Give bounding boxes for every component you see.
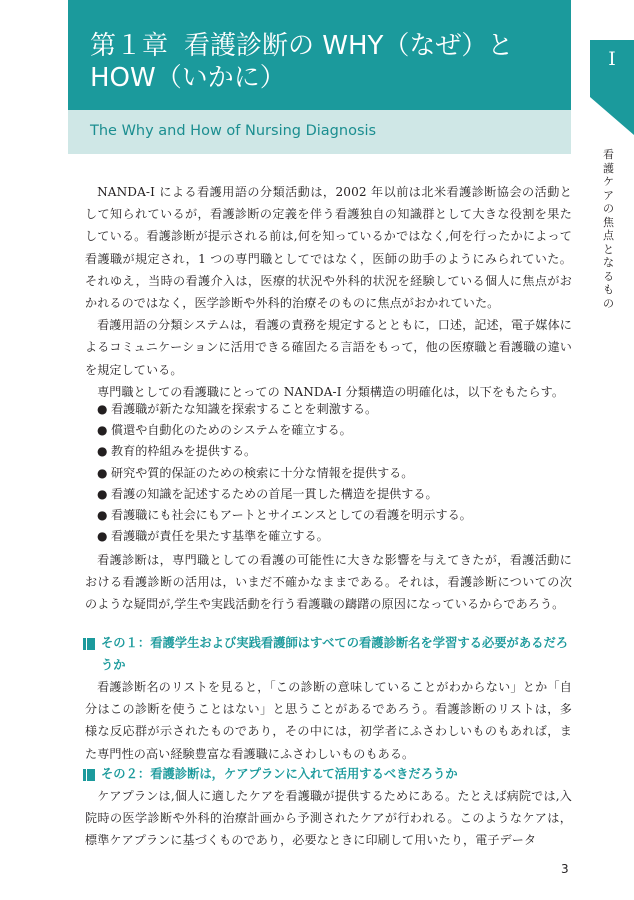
list-item-text: 看護職が責任を果たす基準を確立する。 bbox=[111, 529, 329, 544]
side-tab-corner bbox=[590, 97, 634, 135]
section-1-heading-line2: うか bbox=[101, 658, 126, 672]
list-item-text: 看護職が新たな知識を探索することを刺激する。 bbox=[111, 402, 378, 416]
part-title-vertical: 看護ケアの焦点となるもの bbox=[603, 148, 614, 310]
subtitle-band bbox=[68, 110, 571, 154]
chapter-title bbox=[90, 30, 513, 94]
list-item bbox=[97, 463, 572, 484]
part-number: I bbox=[608, 48, 616, 70]
bullet-icon: ● bbox=[97, 529, 108, 544]
list-item bbox=[97, 484, 572, 505]
chapter-header bbox=[68, 0, 571, 110]
page-number: 3 bbox=[561, 862, 569, 876]
chapter-subtitle: The Why and How of Nursing Diagnosis bbox=[90, 123, 377, 139]
bullet-icon: ● bbox=[97, 444, 108, 459]
list-item bbox=[97, 441, 572, 462]
section-1-heading-line1: その１：看護学生および実践看護師はすべての看護診断名を学習する必要があるだろ bbox=[101, 636, 569, 650]
section-2-heading bbox=[85, 763, 572, 785]
section-2-heading-text: その２：看護診断は，ケアプランに入れて活用するべきだろうか bbox=[101, 767, 458, 781]
list-item bbox=[97, 399, 572, 420]
intro-closing-section bbox=[85, 549, 572, 616]
side-tab bbox=[590, 40, 634, 97]
bullet-icon: ● bbox=[97, 423, 108, 438]
intro-section bbox=[85, 181, 572, 403]
benefits-list bbox=[85, 399, 572, 547]
list-item bbox=[97, 505, 572, 526]
chapter-number: 第１章 bbox=[90, 31, 169, 61]
section-1-heading bbox=[85, 632, 572, 676]
heading-square-icon bbox=[83, 638, 95, 650]
list-item-text: 看護職にも社会にもアートとサイエンスとしての看護を明示する。 bbox=[111, 508, 472, 523]
section-1 bbox=[85, 632, 572, 765]
intro-paragraph-2: 看護用語の分類システムは，看護の責務を規定するとともに，口述，記述，電子媒体によるコミュニケーションに活用できる確固たる言語をもって，他の医療職と看護職の違いを規定している。 bbox=[85, 318, 572, 377]
section-2 bbox=[85, 763, 572, 852]
chapter-title-line2: HOW（いかに） bbox=[90, 63, 286, 93]
intro-paragraph-1: NANDA-I による看護用語の分類活動は，2002 年以前は北米看護診断協会の活動として知られているが，看護診断の定義を伴う看護独自の知識群として大きな役割を果たしている。看護診断が提示される前は,何を知っているかではなく,何を行ったかによって看護職が規定され，1 つの専門職としてではなく，医師の助手のようにみられていた。それゆえ，当時の看護介入は，医療的状況や外科的状況を経験している個人に焦点がおかれるのではなく，医学診断や外科的治療そのものに焦点がおかれていた。 bbox=[85, 185, 572, 311]
section-2-body: ケアプランは,個人に適したケアを看護職が提供するためにある。たとえば病院では,入院時の医学診断や外科的治療計画から予測されたケアが行われる。このようなケアは，標準ケアプランに基づくものであり，必要なときに印刷して用いたり，電子データ bbox=[85, 789, 572, 848]
list-item-text: 教育的枠組みを提供する。 bbox=[111, 444, 257, 459]
bullet-icon: ● bbox=[97, 465, 108, 480]
bullet-icon: ● bbox=[97, 402, 108, 416]
intro-closing-paragraph: 看護診断は，専門職としての看護の可能性に大きな影響を与えてきたが，看護活動における看護診断の活用は，いまだ不確かなままである。それは，看護診断についての次のような疑問が,学生や実践活動を行う看護職の躊躇の原因になっているからであろう。 bbox=[85, 553, 572, 612]
bullet-icon: ● bbox=[97, 508, 108, 523]
list-item-text: 看護の知識を記述するための首尾一貫した構造を提供する。 bbox=[111, 486, 438, 501]
intro-paragraph-3: 専門職としての看護職にとっての NANDA-I 分類構造の明確化は，以下をもたらす。 bbox=[97, 384, 565, 399]
heading-square-icon bbox=[83, 769, 95, 781]
bullet-icon: ● bbox=[97, 486, 108, 501]
list-item bbox=[97, 526, 572, 547]
list-item bbox=[97, 420, 572, 441]
list-item-text: 償還や自動化のためのシステムを確立する。 bbox=[111, 423, 352, 438]
section-1-body: 看護診断名のリストを見ると，「この診断の意味していることがわからない」とか「自分はこの診断を使うことはない」と思うことがあるであろう。看護診断のリストは，多様な反応群が示されたものであり，その中には，初学者にふさわしいものもあれば，また専門性の高い経験豊富な看護職にふさわしいものもある。 bbox=[85, 680, 572, 761]
chapter-title-line1 bbox=[90, 30, 513, 62]
benefits-list-container bbox=[85, 399, 572, 547]
chapter-title-text1: 看護診断の WHY（なぜ）と bbox=[184, 31, 514, 61]
list-item-text: 研究や質的保証のための検索に十分な情報を提供する。 bbox=[111, 465, 414, 480]
